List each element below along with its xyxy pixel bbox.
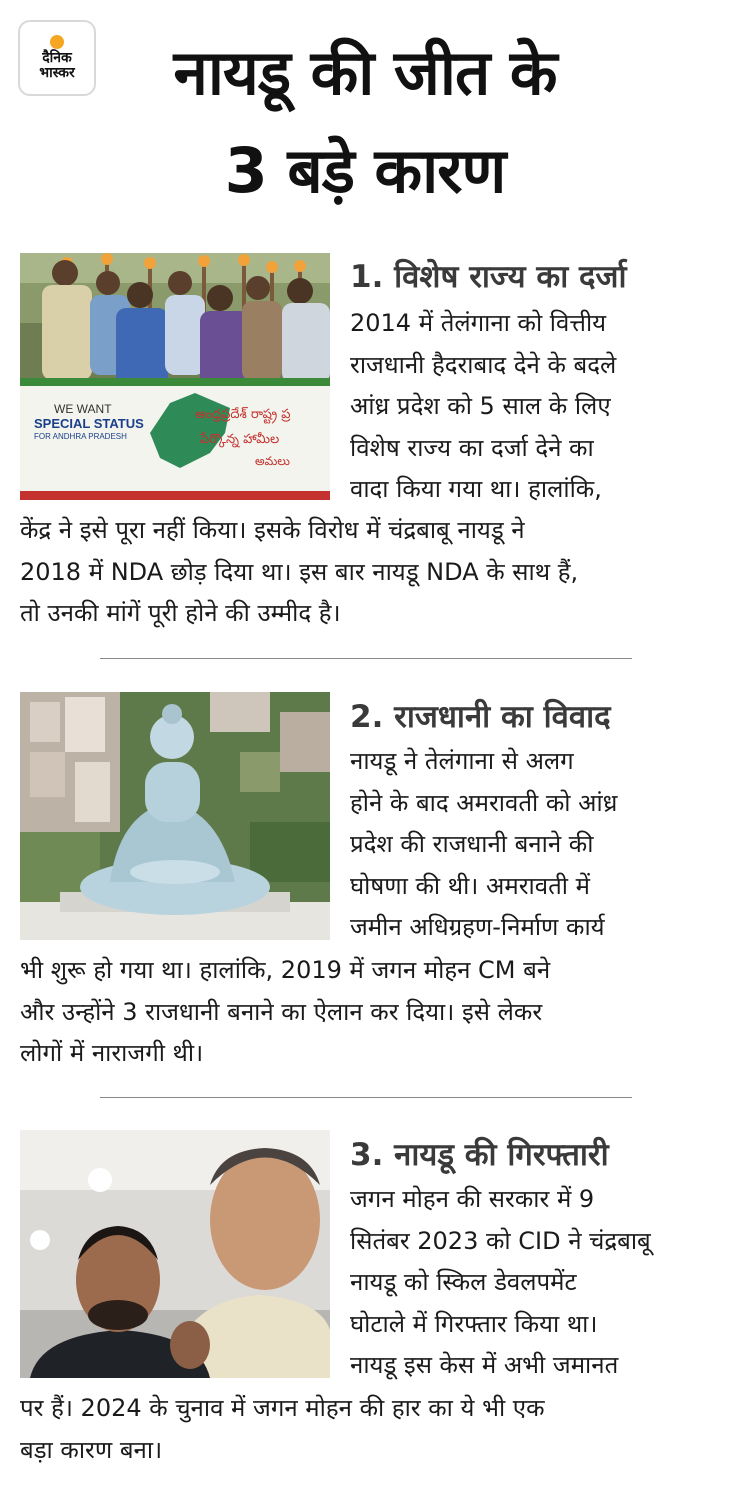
arrest-illustration [20, 1130, 330, 1378]
divider [100, 1097, 632, 1098]
text-line: बड़ा कारण बना। [20, 1435, 163, 1464]
section-2-full-text [20, 950, 720, 1075]
brand-line-1: दैनिक [42, 50, 72, 66]
section-3-side-text [350, 1179, 715, 1387]
text-line: विशेष राज्य का दर्जा देने का [350, 433, 594, 462]
text-line: और उन्होंने 3 राजधानी बनाने का ऐलान कर दिया। इसे लेकर [20, 997, 543, 1026]
banner-line-1: WE WANT [54, 402, 112, 416]
text-line: घोषणा की थी। अमरावती में [350, 871, 590, 900]
section-1-full-text [20, 510, 720, 635]
text-line: नायडू इस केस में अभी जमानत [350, 1351, 619, 1379]
text-line: नायडू को स्किल डेवलपमेंट [350, 1268, 577, 1296]
text-line: आंध्र प्रदेश को 5 साल के लिए [350, 392, 611, 420]
text-line: वादा किया गया था। हालांकि, [350, 475, 602, 503]
telugu-line-2: పేర్కొన్న హామీల [200, 432, 280, 447]
text-line: होने के बाद अमरावती को आंध्र [350, 788, 618, 817]
buddha-statue-photo [20, 692, 330, 940]
text-line: जमीन अधिग्रहण-निर्माण कार्य [350, 913, 605, 941]
sun-icon [50, 35, 64, 49]
section-2-heading: 2. राजधानी का विवाद [350, 699, 611, 735]
section-2-side-text [350, 741, 715, 949]
section-1-heading: 1. विशेष राज्य का दर्जा [350, 259, 627, 295]
text-line: केंद्र ने इसे पूरा नहीं किया। इसके विरोध में चंद्रबाबू नायडू ने [20, 516, 525, 544]
section-3-full-text [20, 1388, 720, 1471]
text-line: तो उनकी मांगें पूरी होने की उम्मीद है। [20, 599, 341, 627]
protest-photo [20, 253, 330, 500]
text-line: घोटाले में गिरफ्तार किया था। [350, 1309, 598, 1338]
title-line-1: नायडू की जीत के [173, 36, 557, 109]
section-1-side-text [350, 303, 715, 511]
protest-illustration [20, 253, 330, 500]
text-line: प्रदेश की राजधानी बनाने की [350, 830, 594, 858]
text-line: नायडू ने तेलंगाना से अलग [350, 747, 574, 775]
banner-line-3: FOR ANDHRA PRADESH [34, 432, 127, 441]
brand-logo [18, 20, 96, 96]
text-line: लोगों में नाराजगी थी। [20, 1039, 204, 1067]
text-line: जगन मोहन की सरकार में 9 [350, 1185, 595, 1213]
text-line: 2018 में NDA छोड़ दिया था। इस बार नायडू NDA के साथ हैं, [20, 557, 579, 586]
text-line: राजधानी हैदराबाद देने के बदले [350, 350, 617, 379]
telugu-line-1: ఆంధ్రప్రదేశ్ రాష్ట్ర ప్ర [195, 407, 291, 422]
buddha-illustration [20, 692, 330, 940]
brand-line-2: भास्कर [39, 65, 75, 81]
arrest-photo [20, 1130, 330, 1378]
divider [100, 658, 632, 659]
telugu-line-3: అమలు [255, 454, 290, 468]
page-title [100, 24, 630, 220]
text-line: भी शुरू हो गया था। हालांकि, 2019 में जगन मोहन CM बने [20, 956, 551, 984]
text-line: सितंबर 2023 को CID ने चंद्रबाबू [350, 1226, 651, 1255]
section-3-heading: 3. नायडू की गिरफ्तारी [350, 1137, 609, 1173]
text-line: 2014 में तेलंगाना को वित्तीय [350, 309, 607, 337]
text-line: पर हैं। 2024 के चुनाव में जगन मोहन की हार का ये भी एक [20, 1394, 545, 1422]
title-line-2: 3 बड़े कारण [224, 134, 506, 207]
banner-line-2: SPECIAL STATUS [34, 416, 144, 431]
